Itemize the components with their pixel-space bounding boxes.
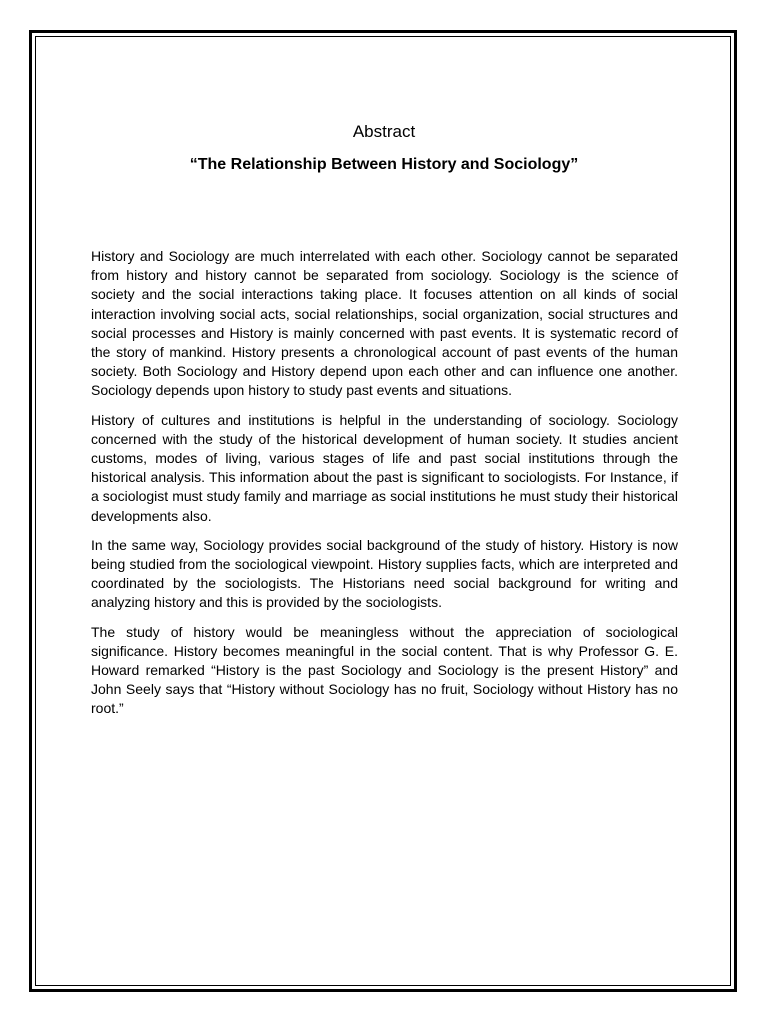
abstract-heading: Abstract: [352, 122, 416, 141]
document-title: “The Relationship Between History and Sociology”: [189, 156, 579, 173]
paragraph-4: The study of history would be meaningless without the appreciation of sociological significance. History becomes meaningful in the social content. That is why Professor G. E. Howard remarked “History is the past Sociology and Sociology is the present History” and John Seely says that “History without Sociology has no fruit, Sociology without History has no root.”: [91, 623, 678, 717]
paragraph-2: History of cultures and institutions is helpful in the understanding of sociology. Sociology concerned with the study of the historical development of human society. It studies ancient customs, modes of living, various stages of life and past social institutions through the historical analysis. This information about the past is significant to sociologists. For Instance, if a sociologist must study family and marriage as social institutions he must study their historical developments also.: [91, 411, 678, 524]
paragraph-3: In the same way, Sociology provides social background of the study of history. History is now being studied from the sociological viewpoint. History supplies facts, which are interpreted and coordinated by the sociologists. The Historians need social background for writing and analyzing history and this is provided by the sociologists.: [91, 536, 678, 611]
paragraph-1: History and Sociology are much interrelated with each other. Sociology cannot be separated from history and history cannot be separated from sociology. Sociology is the science of society and the social interactions taking place. It focuses attention on all kinds of social interaction involving social acts, social relationships, social organization, social structures and social processes and History is mainly concerned with past events. It is systematic record of the story of mankind. History presents a chronological account of past events of the human society. Both Sociology and History depend upon each other and can influence one another. Sociology depends upon history to study past events and situations.: [91, 248, 678, 399]
abstract-body: [91, 247, 678, 729]
